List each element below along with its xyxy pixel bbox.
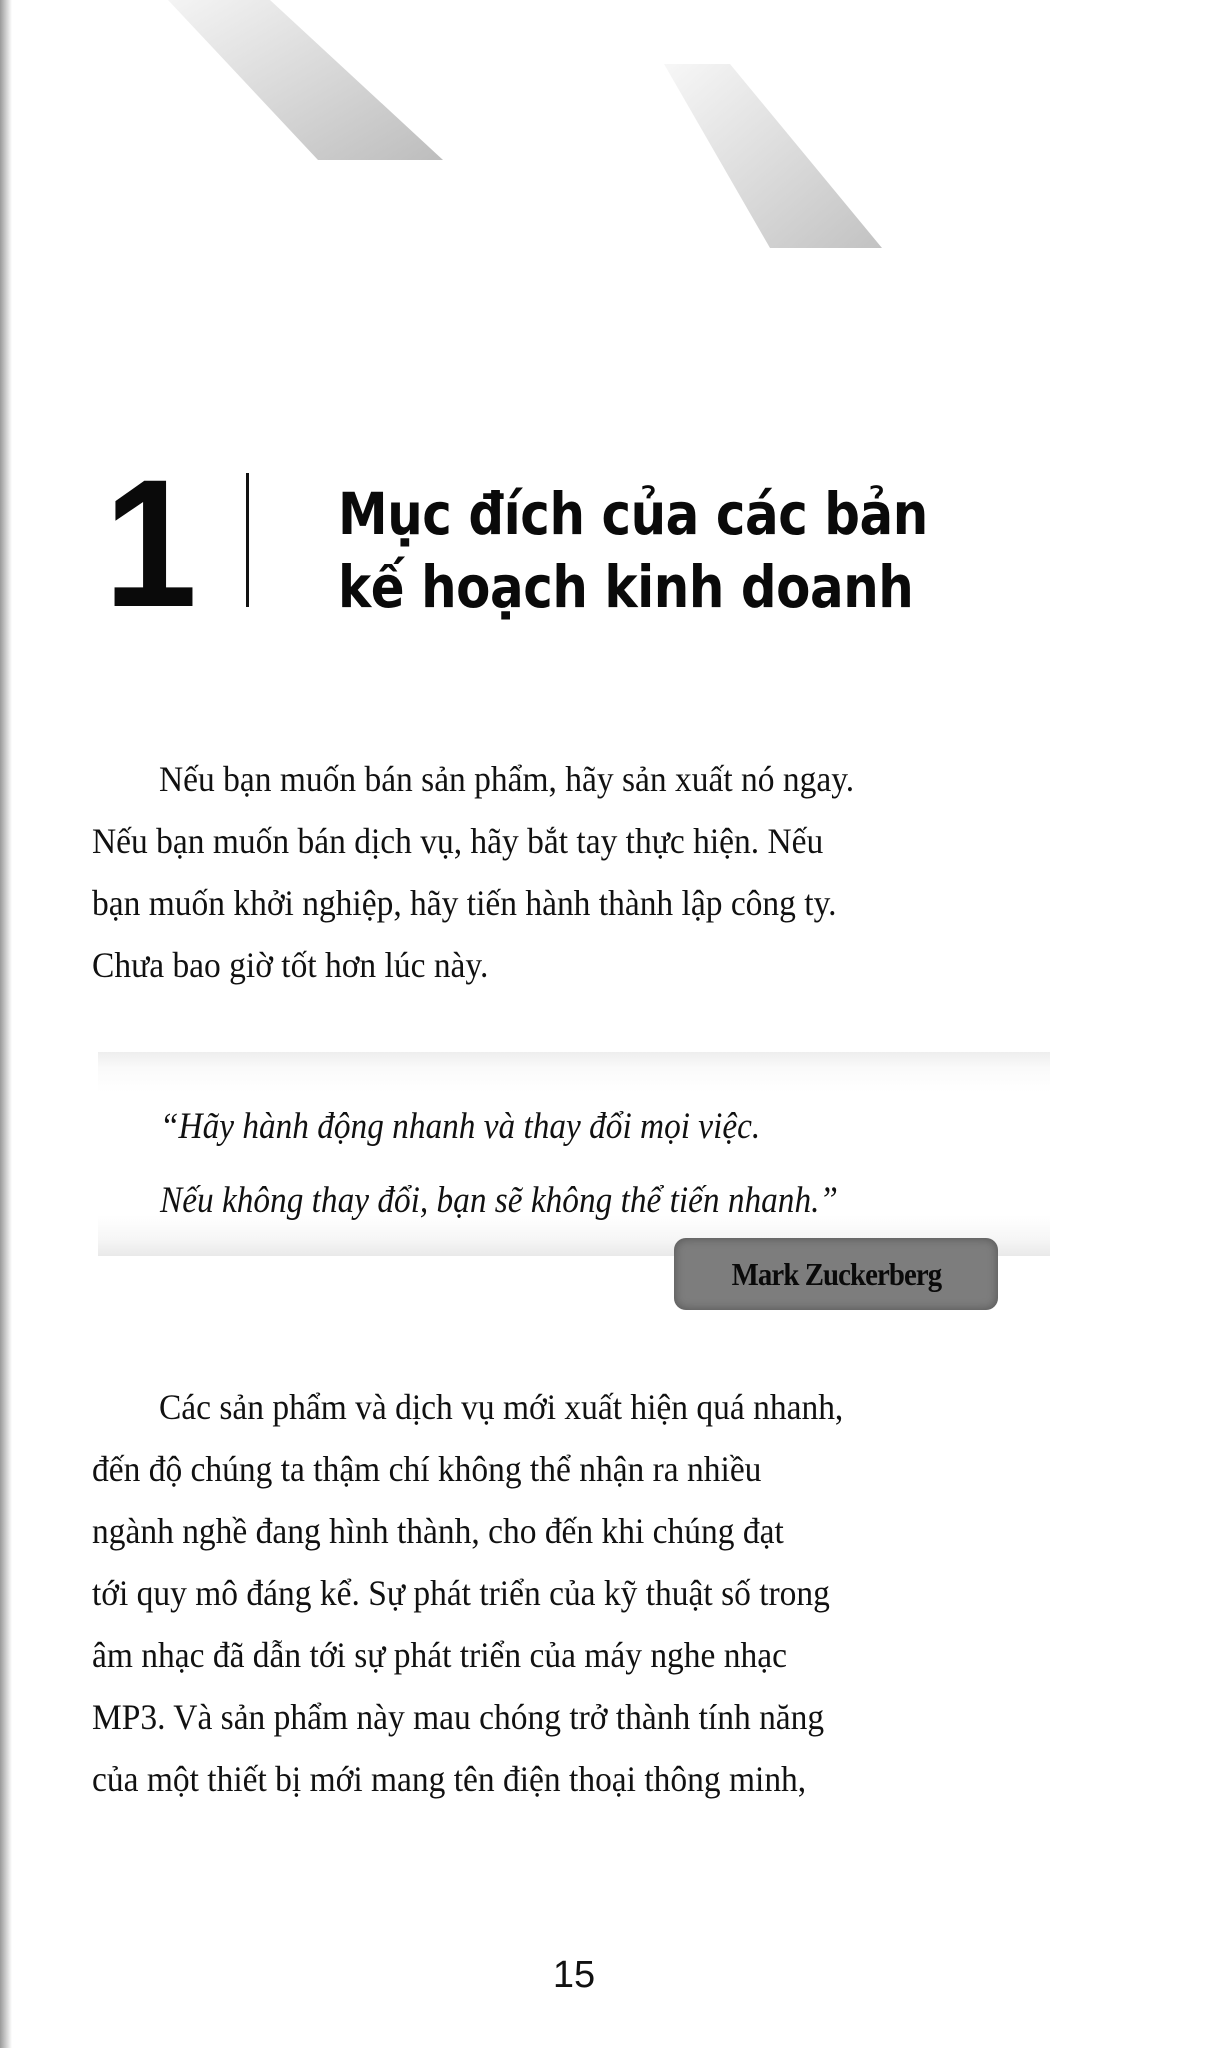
chapter-title [338, 478, 1024, 624]
paragraph-line: đến độ chúng ta thậm chí không thể nhận ra nhiều [92, 1449, 762, 1489]
quote-author-badge [674, 1238, 998, 1310]
page-number: 15 [552, 1954, 596, 1996]
paragraph-line: MP3. Và sản phẩm này mau chóng trở thành tính năng [92, 1697, 825, 1737]
paragraph-line: Nếu bạn muốn bán sản phẩm, hãy sản xuất nó ngay. [158, 759, 855, 799]
quote-author: Mark Zuckerberg [731, 1255, 941, 1292]
paragraph-line: bạn muốn khởi nghiệp, hãy tiến hành thành lập công ty. [92, 883, 837, 923]
paragraph-line: Các sản phẩm và dịch vụ mới xuất hiện quá nhanh, [158, 1387, 844, 1427]
quote-line: Nếu không thay đổi, bạn sẽ không thể tiến nhanh.” [160, 1180, 838, 1221]
paragraph-line: Chưa bao giờ tốt hơn lúc này. [92, 945, 489, 985]
paragraph-line: âm nhạc đã dẫn tới sự phát triển của máy nghe nhạc [92, 1635, 787, 1675]
decorative-stripe-left [0, 0, 1224, 300]
paragraph-body [92, 1376, 1052, 1810]
page-binding-edge [0, 0, 12, 2048]
chapter-number: 1 [104, 441, 198, 645]
quote-text [160, 1090, 913, 1238]
paragraph-line: tới quy mô đáng kể. Sự phát triển của kỹ thuật số trong [92, 1573, 830, 1613]
chapter-divider [246, 473, 249, 607]
chapter-title-line: kế hoạch kinh doanh [338, 553, 914, 621]
quote-line: “Hãy hành động nhanh và thay đổi mọi việc. [160, 1106, 761, 1147]
paragraph-intro [92, 748, 1052, 996]
paragraph-line: ngành nghề đang hình thành, cho đến khi chúng đạt [92, 1511, 784, 1551]
paragraph-line: Nếu bạn muốn bán dịch vụ, hãy bắt tay thực hiện. Nếu [92, 821, 824, 861]
paragraph-line: của một thiết bị mới mang tên điện thoại thông minh, [92, 1759, 807, 1799]
chapter-title-line: Mục đích của các bản [338, 480, 928, 548]
